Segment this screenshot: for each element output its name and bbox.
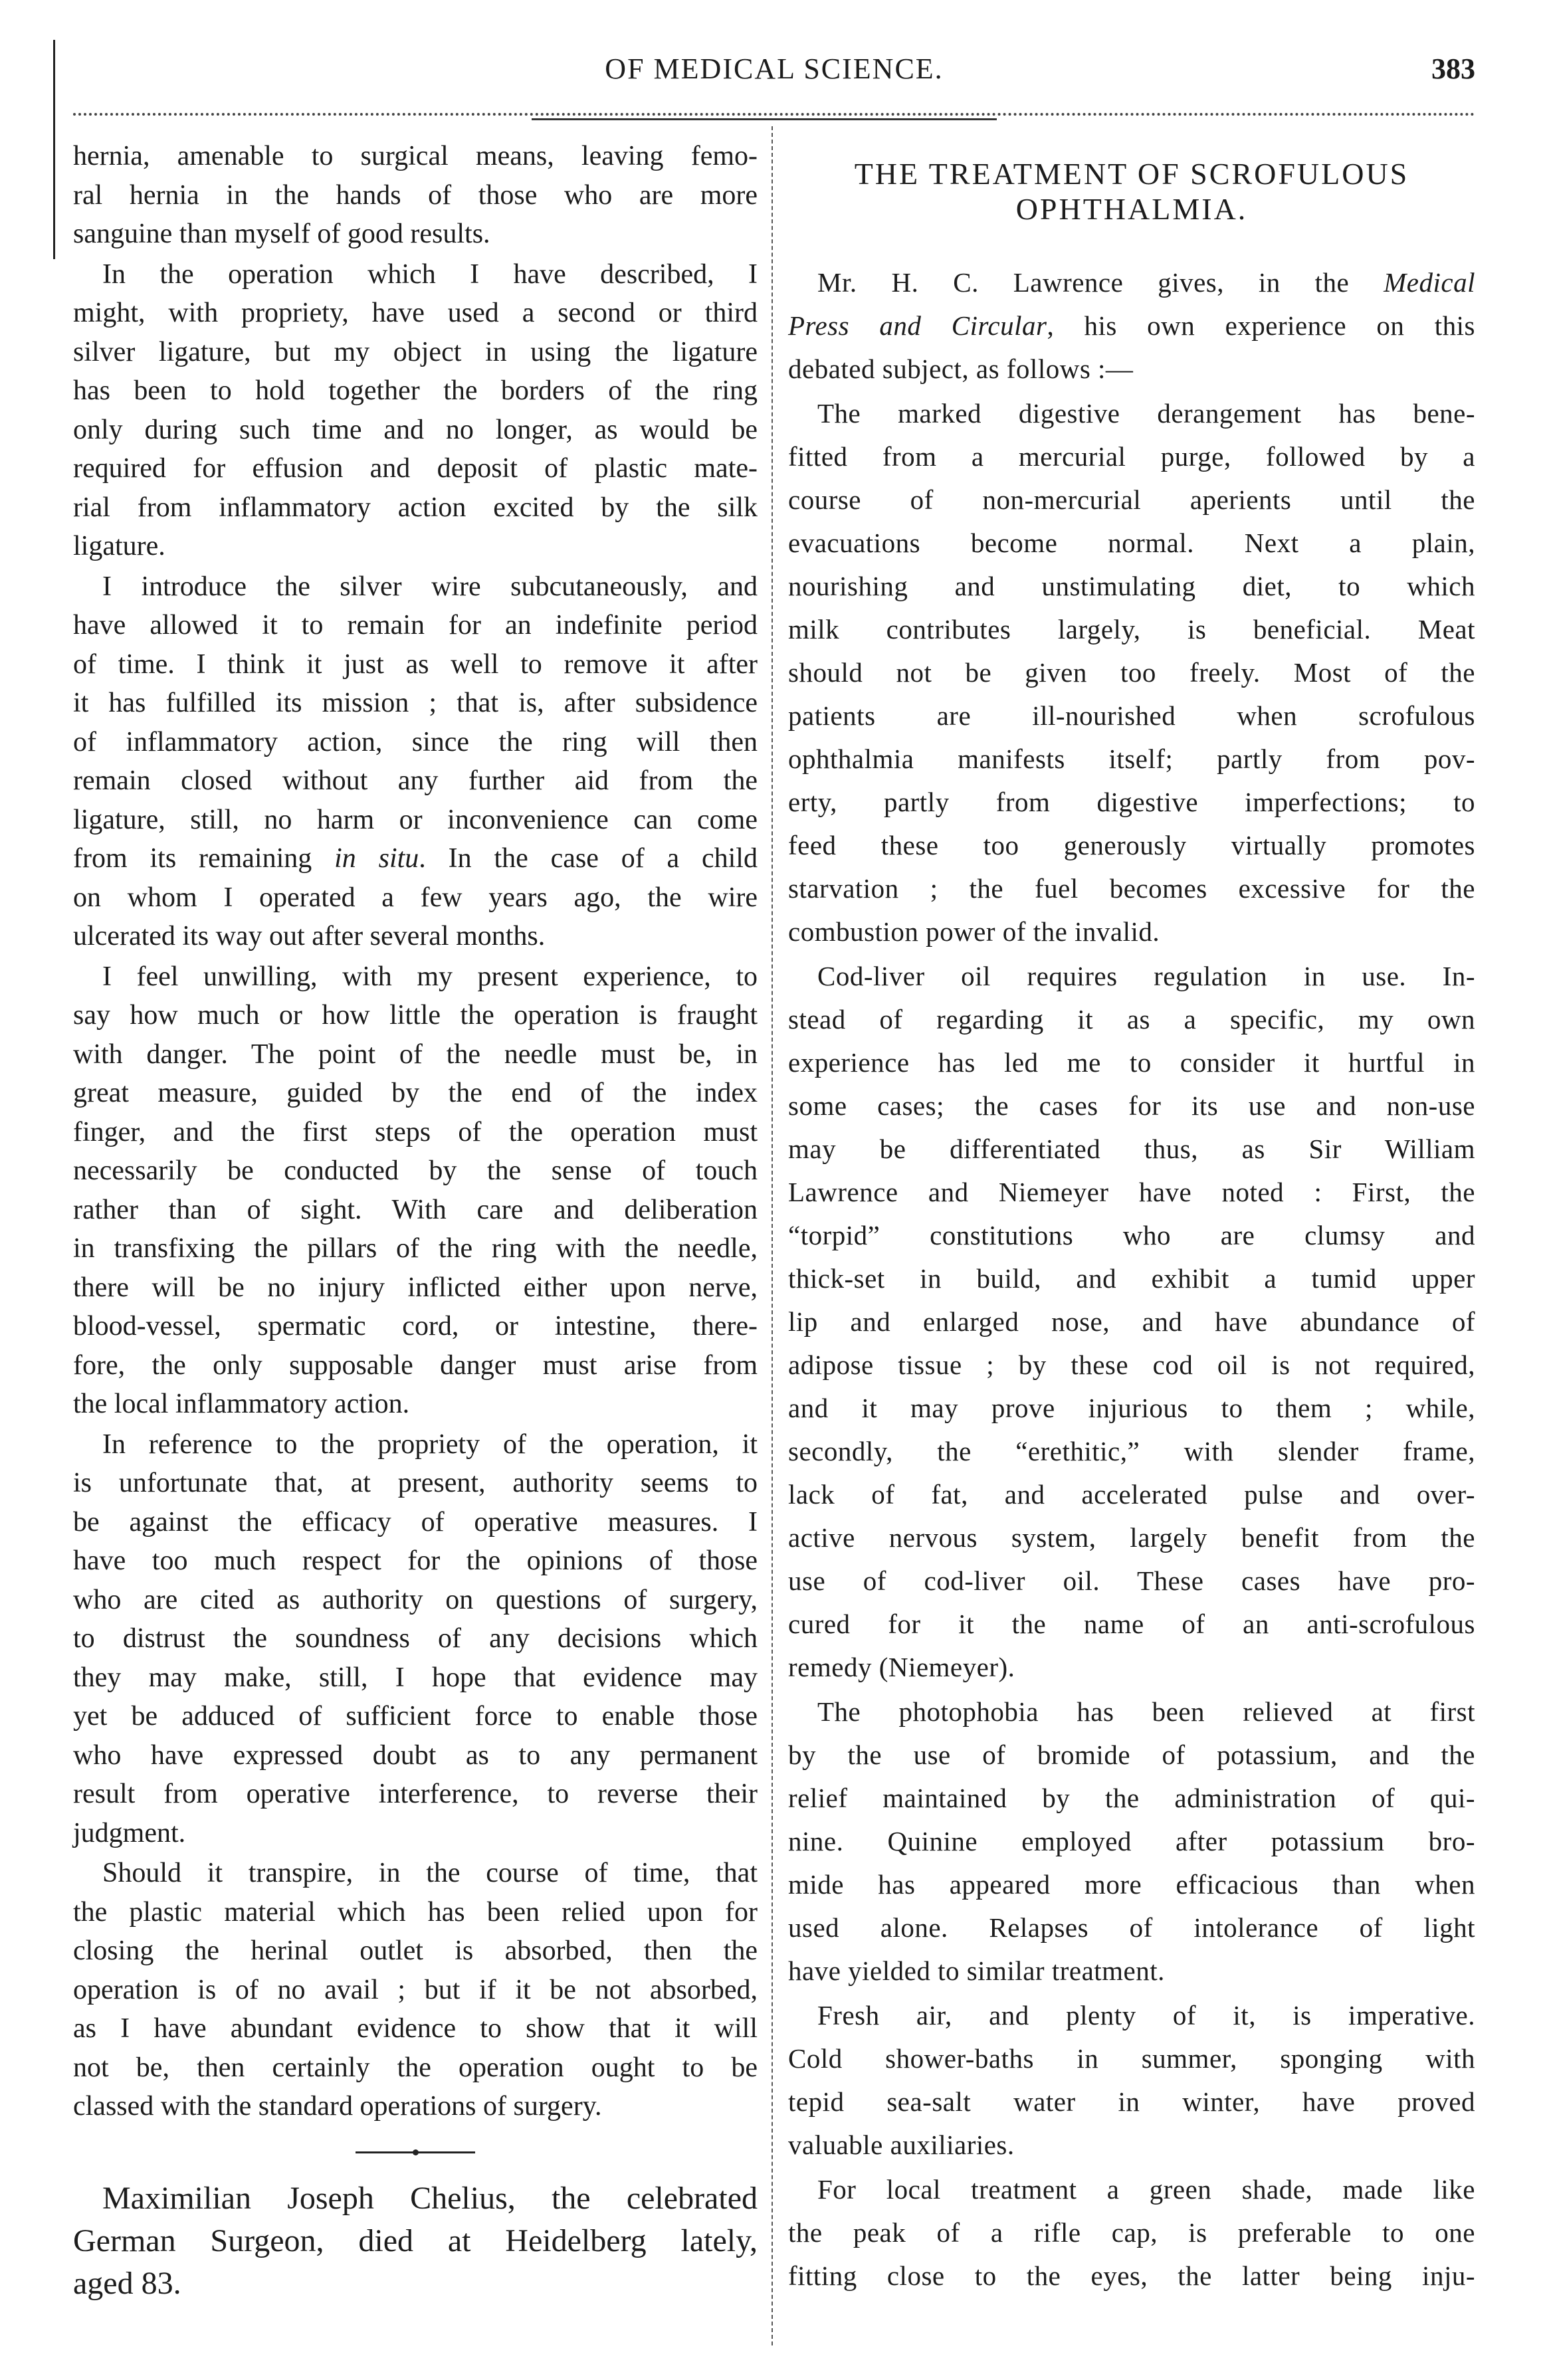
paragraph xyxy=(73,1425,758,1853)
text-line: ral hernia in the hands of those who are more xyxy=(73,179,758,211)
text-line: nine. Quinine employed after potassium bro- xyxy=(788,1826,1475,1856)
text-line: some cases; the cases for its use and non-use xyxy=(788,1090,1475,1121)
text-line: Fresh air, and plenty of it, is imperative. xyxy=(817,2000,1475,2031)
text-line: result from operative interference, to reverse their xyxy=(73,1779,758,1809)
text-line xyxy=(788,304,1475,347)
text-line: fitting close to the eyes, the latter being inju- xyxy=(788,2260,1475,2291)
text-line: sanguine than myself of good results. xyxy=(73,219,490,249)
text-line: thick-set in build, and exhibit a tumid upper xyxy=(788,1263,1475,1294)
text-line: say how much or how little the operation is fraught xyxy=(73,1000,758,1031)
text-line: have yielded to similar treatment. xyxy=(788,1955,1165,1986)
paragraph xyxy=(788,1690,1475,1993)
text-line: great measure, guided by the end of the index xyxy=(73,1078,758,1108)
paragraph xyxy=(788,955,1475,1689)
text-line: finger, and the first steps of the operation must xyxy=(73,1116,758,1147)
text-line: For local treatment a green shade, made like xyxy=(817,2174,1475,2205)
text-line: Should it transpire, in the course of time, that xyxy=(102,1858,758,1888)
text-line: used alone. Relapses of intolerance of light xyxy=(788,1912,1475,1943)
text-line: adipose tissue ; by these cod oil is not required, xyxy=(788,1349,1475,1380)
text-line: “torpid” constitutions who are clumsy and xyxy=(788,1220,1475,1250)
paragraph xyxy=(73,567,758,956)
paragraph xyxy=(73,957,758,1424)
paragraph xyxy=(73,255,758,566)
text-line: ligature, still, no harm or inconvenience can come xyxy=(73,804,758,835)
text-line: they may make, still, I hope that evidence may xyxy=(73,1662,758,1693)
text-line: silver ligature, but my object in using the ligature xyxy=(73,336,758,367)
text-line: Lawrence and Niemeyer have noted : First, the xyxy=(788,1177,1475,1207)
text-line: in transfixing the pillars of the ring with the needle, xyxy=(73,1233,758,1264)
text-line: have allowed it to remain for an indefinite period xyxy=(73,610,758,641)
text-line: mide has appeared more efficacious than when xyxy=(788,1869,1475,1900)
text-line: necessarily be conducted by the sense of touch xyxy=(73,1155,758,1186)
text-line: not be, then certainly the operation ought to be xyxy=(73,2052,758,2083)
text-line: aged 83. xyxy=(73,2265,181,2301)
text-line: milk contributes largely, is beneficial. Meat xyxy=(788,614,1475,645)
paragraph xyxy=(788,392,1475,953)
text-line: the plastic material which has been relied upon for xyxy=(73,1896,758,1928)
header-rule-heavy xyxy=(532,118,997,120)
text-line: by the use of bromide of potassium, and the xyxy=(788,1739,1475,1770)
text-line: experience has led me to consider it hurtful in xyxy=(788,1047,1475,1078)
text-line: relief maintained by the administration of qui- xyxy=(788,1783,1475,1813)
section-divider xyxy=(356,2151,475,2153)
text-line: it has fulfilled its mission ; that is, after subsidence xyxy=(73,688,758,718)
text-line: evacuations become normal. Next a plain, xyxy=(788,528,1475,558)
text-line: has been to hold together the borders of the ring xyxy=(73,375,758,406)
text-line: who are cited as authority on questions of surgery, xyxy=(73,1584,758,1615)
text-line: The marked digestive derangement has bene- xyxy=(817,398,1475,429)
text-line: closing the herinal outlet is absorbed, then the xyxy=(73,1935,758,1966)
text-segment: Mr. H. C. Lawrence gives, in the xyxy=(817,267,1384,298)
text-line: judgment. xyxy=(73,1817,186,1848)
header-rule xyxy=(73,113,1475,116)
text-line: tepid sea-salt water in winter, have proved xyxy=(788,2086,1475,2117)
text-segment: , his own experience on this xyxy=(1047,310,1475,341)
text-line: there will be no injury inflicted either upon nerve, xyxy=(73,1272,758,1303)
text-line: Cold shower-baths in summer, sponging with xyxy=(788,2043,1475,2074)
text-line: yet be adduced of sufficient force to enable those xyxy=(73,1701,758,1732)
text-line: I introduce the silver wire subcutaneously, and xyxy=(102,571,758,602)
text-line: rial from inflammatory action excited by the silk xyxy=(73,492,758,523)
text-line: is unfortunate that, at present, authority seems to xyxy=(73,1468,758,1498)
page-number: 383 xyxy=(1431,52,1475,85)
text-line: might, with propriety, have used a second or third xyxy=(73,298,758,328)
article-title: OPHTHALMIA. xyxy=(1015,192,1248,226)
text-line: combustion power of the invalid. xyxy=(788,916,1160,947)
text-line: who have expressed doubt as to any permanent xyxy=(73,1739,758,1771)
text-line: fitted from a mercurial purge, followed by a xyxy=(788,441,1475,472)
text-line: operation is of no avail ; but if it be not absorbed, xyxy=(73,1974,758,2005)
text-line: Cod-liver oil requires regulation in use. In- xyxy=(817,961,1475,991)
text-line: Maximilian Joseph Chelius, the celebrated xyxy=(102,2180,758,2216)
text-line: I feel unwilling, with my present experience, to xyxy=(102,961,758,992)
text-line: on whom I operated a few years ago, the wire xyxy=(73,882,758,913)
text-line: nourishing and unstimulating diet, to which xyxy=(788,571,1475,601)
text-line: with danger. The point of the needle must be, in xyxy=(73,1039,758,1070)
column-separator xyxy=(772,126,773,2345)
text-line: blood-vessel, spermatic cord, or intestine, there- xyxy=(73,1311,758,1341)
text-line: The photophobia has been relieved at first xyxy=(817,1696,1475,1727)
text-line: stead of regarding it as a specific, my own xyxy=(788,1004,1475,1035)
text-line: German Surgeon, died at Heidelberg lately, xyxy=(73,2223,758,2258)
left-column xyxy=(73,137,758,2306)
text-line: ligature. xyxy=(73,531,165,561)
text-line: have too much respect for the opinions of those xyxy=(73,1545,758,1576)
text-line: to distrust the soundness of any decisions which xyxy=(73,1623,758,1654)
text-line: active nervous system, largely benefit from the xyxy=(788,1522,1475,1553)
italic-text: in situ xyxy=(334,843,419,874)
text-line: of inflammatory action, since the ring will then xyxy=(73,726,758,757)
text-segment: . In the case of a child xyxy=(419,843,758,874)
text-line: starvation ; the fuel becomes excessive for the xyxy=(788,873,1475,904)
paragraph xyxy=(788,261,1475,391)
text-line: should not be given too freely. Most of the xyxy=(788,657,1475,688)
text-line: may be differentiated thus, as Sir William xyxy=(788,1134,1475,1164)
text-line: patients are ill-nourished when scrofulous xyxy=(788,700,1475,731)
italic-text: Medical xyxy=(1384,267,1475,298)
text-line: ophthalmia manifests itself; partly from pov- xyxy=(788,744,1475,774)
margin-line xyxy=(53,40,55,259)
paragraph xyxy=(788,2168,1475,2298)
text-line: feed these too generously virtually promotes xyxy=(788,830,1475,860)
running-header xyxy=(73,52,1475,92)
text-line: be against the efficacy of operative measures. I xyxy=(73,1506,758,1537)
text-line: as I have abundant evidence to show that it will xyxy=(73,2013,758,2044)
text-line: lip and enlarged nose, and have abundance of xyxy=(788,1306,1475,1337)
text-line: use of cod-liver oil. These cases have pro- xyxy=(788,1565,1475,1596)
text-line: erty, partly from digestive imperfections; to xyxy=(788,787,1475,817)
text-line: cured for it the name of an anti-scrofulous xyxy=(788,1609,1475,1639)
text-line: secondly, the “erethitic,” with slender frame, xyxy=(788,1436,1475,1466)
text-line: rather than of sight. With care and deliberation xyxy=(73,1194,758,1225)
text-line: lack of fat, and accelerated pulse and over- xyxy=(788,1479,1475,1510)
paragraph xyxy=(73,137,758,254)
text-line: In the operation which I have described, I xyxy=(102,258,758,290)
text-line: In reference to the propriety of the operation, it xyxy=(102,1429,758,1460)
text-line: valuable auxiliaries. xyxy=(788,2130,1015,2160)
text-line: course of non-mercurial aperients until the xyxy=(788,484,1475,515)
text-line: remain closed without any further aid from the xyxy=(73,765,758,796)
text-line: the local inflammatory action. xyxy=(73,1389,410,1419)
right-column xyxy=(788,156,1475,2299)
text-line: debated subject, as follows :— xyxy=(788,353,1134,384)
text-line: hernia, amenable to surgical means, leaving femo- xyxy=(73,141,758,171)
article-title: THE TREATMENT OF SCROFULOUS xyxy=(854,157,1409,191)
text-line: of time. I think it just as well to remove it after xyxy=(73,648,758,680)
text-line: remedy (Niemeyer). xyxy=(788,1652,1015,1682)
paragraph xyxy=(788,1994,1475,2167)
running-title: OF MEDICAL SCIENCE. xyxy=(605,52,944,85)
paragraph xyxy=(73,2177,758,2305)
text-line: only during such time and no longer, as would be xyxy=(73,414,758,445)
text-line: fore, the only supposable danger must arise from xyxy=(73,1349,758,1381)
text-line: the peak of a rifle cap, is preferable to one xyxy=(788,2217,1475,2248)
text-line: and it may prove injurious to them ; while, xyxy=(788,1393,1475,1423)
text-line: ulcerated its way out after several months. xyxy=(73,921,546,951)
text-line: required for effusion and deposit of plastic mate- xyxy=(73,453,758,484)
paragraph xyxy=(73,1854,758,2126)
italic-text: Press and Circular xyxy=(788,310,1047,341)
text-line: classed with the standard operations of surgery. xyxy=(73,2091,602,2122)
text-line xyxy=(73,839,758,878)
text-line xyxy=(788,261,1475,304)
text-segment: from its remaining xyxy=(73,843,335,874)
